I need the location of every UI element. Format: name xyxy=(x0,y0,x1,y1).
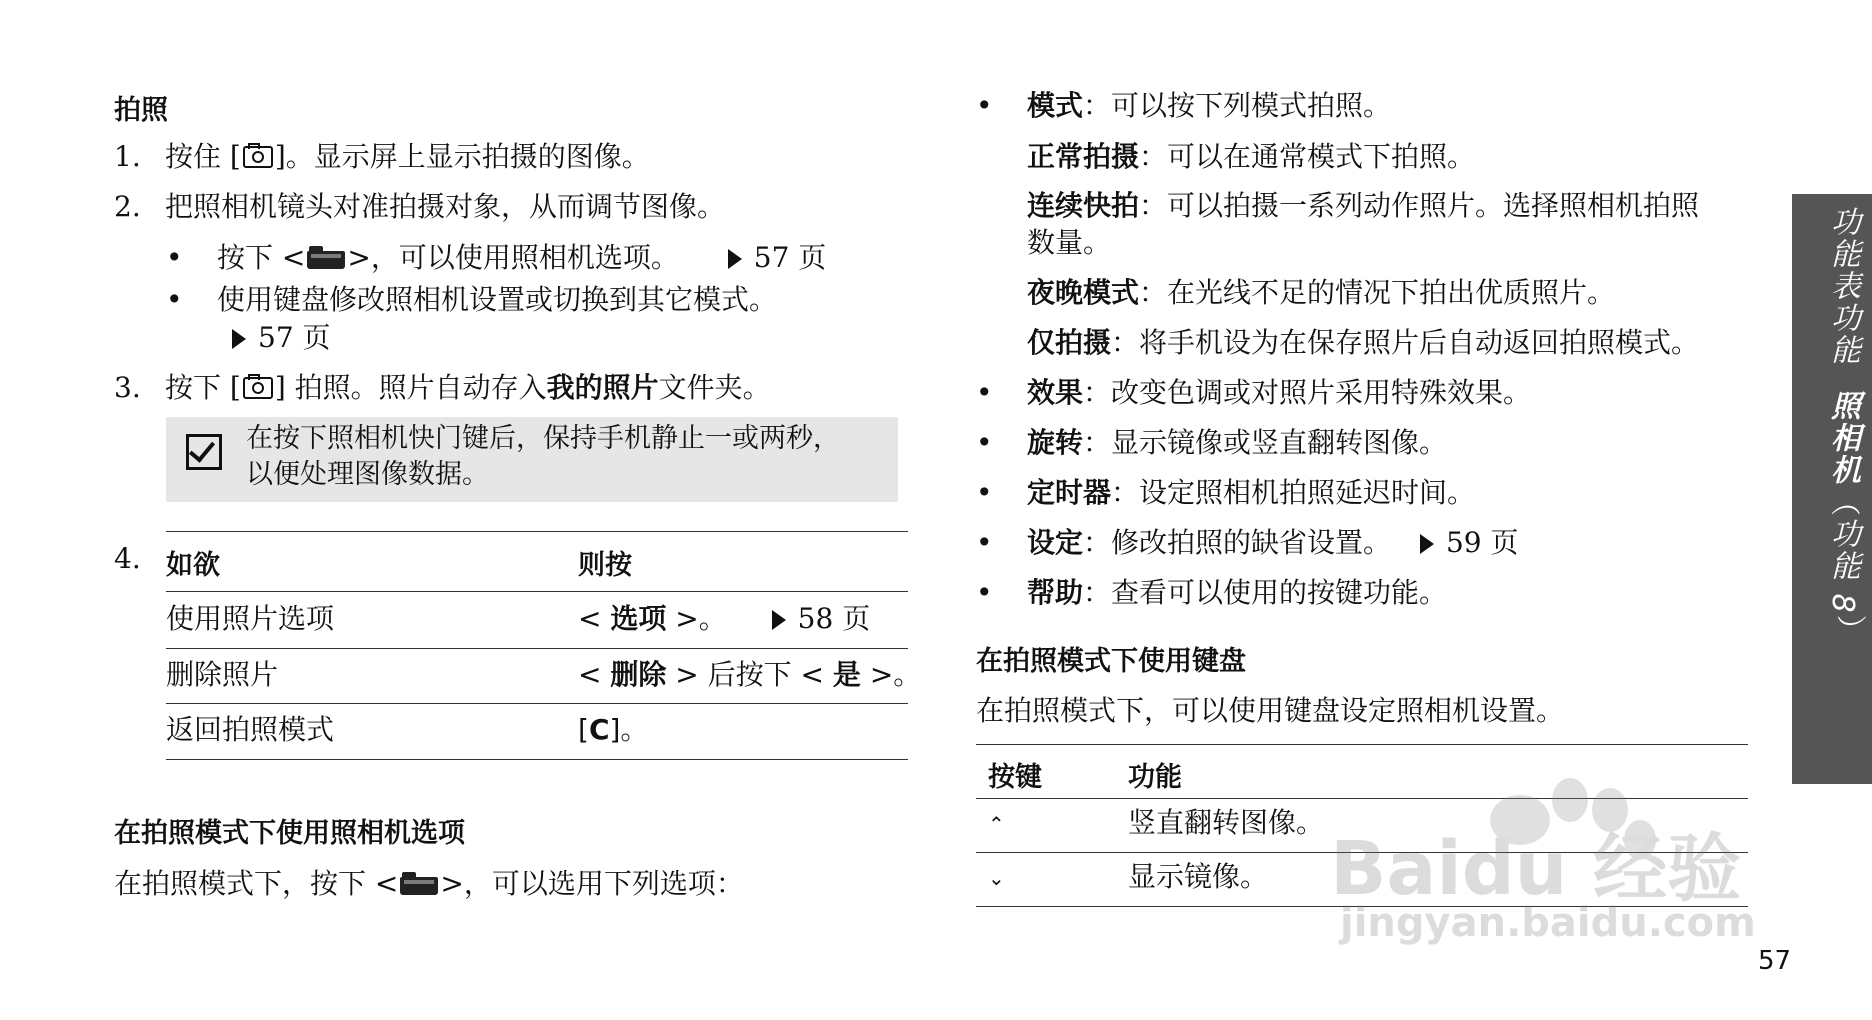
option-rotate: 旋转：显示镜像或竖直翻转图像。 xyxy=(1027,426,1448,459)
bullet-dot: • xyxy=(166,241,183,274)
step-number: 2. xyxy=(114,190,141,223)
table-cell-function: 竖直翻转图像。 xyxy=(1128,806,1325,839)
table-top-rule xyxy=(166,531,908,532)
bullet-1-text: 按下 < >，可以使用照相机选项。 57 页 xyxy=(217,241,827,274)
note-box xyxy=(166,417,898,502)
watermark-line-2: jingyan.baidu.com xyxy=(1340,900,1756,946)
submode-night: 夜晚模式：在光线不足的情况下拍出优质照片。 xyxy=(1027,276,1616,309)
step-2-text: 把照相机镜头对准拍摄对象，从而调节图像。 xyxy=(165,190,726,223)
bullet-dot: • xyxy=(976,376,993,409)
table-header-key: 则按 xyxy=(578,550,632,581)
down-key-icon: ⌄ xyxy=(988,866,1005,890)
bullet-dot: • xyxy=(976,576,993,609)
step-number: 4. xyxy=(114,542,141,575)
note-line-2: 以便处理图像数据。 xyxy=(246,459,489,490)
table-top-rule xyxy=(976,744,1748,745)
option-mode: 模式：可以按下列模式拍照。 xyxy=(1027,89,1392,122)
page-ref-arrow-icon xyxy=(728,249,742,269)
bullet-dot: • xyxy=(976,89,993,122)
section-title-camera-options: 在拍照模式下使用照相机选项 xyxy=(114,818,465,849)
bullet-dot: • xyxy=(976,526,993,559)
table-cell-action: 使用照片选项 xyxy=(166,602,335,635)
table-header-action: 如欲 xyxy=(166,550,220,581)
bullet-2-ref xyxy=(232,320,331,356)
page-ref: 59 页 xyxy=(1445,526,1519,559)
bullet-2-text: 使用键盘修改照相机设置或切换到其它模式。 xyxy=(217,283,778,316)
page-ref-arrow-icon xyxy=(1420,534,1434,554)
page-ref-arrow-icon xyxy=(232,329,246,349)
table-cell-function: 显示镜像。 xyxy=(1128,860,1269,893)
folder-key-icon xyxy=(400,877,438,895)
camera-key-icon xyxy=(243,377,273,399)
table-rule xyxy=(166,591,908,592)
table-header-key: 按键 xyxy=(988,762,1042,793)
section-keypad-text: 在拍照模式下，可以使用键盘设定照相机设置。 xyxy=(976,694,1565,727)
baidu-watermark xyxy=(1330,770,1780,960)
folder-key-icon xyxy=(307,251,345,269)
page-ref: 58 页 xyxy=(797,602,871,635)
bullet-dot: • xyxy=(166,283,183,316)
section-2-text: 在拍照模式下，按下 < >，可以选用下列选项： xyxy=(114,867,744,900)
up-key-icon: ⌃ xyxy=(988,812,1005,836)
page-number: 57 xyxy=(1758,946,1792,976)
table-cell-key: [C]。 xyxy=(578,713,649,746)
table-cell-key: < 选项 >。 58 页 xyxy=(578,602,871,635)
chapter-side-tab-text: 功能表功能照相机（功能 8） xyxy=(1825,206,1860,647)
submode-burst-line-2: 数量。 xyxy=(1027,226,1112,259)
page-ref-arrow-icon xyxy=(772,610,786,630)
step-number: 1. xyxy=(114,140,141,173)
table-header-function: 功能 xyxy=(1128,762,1182,793)
bullet-dot: • xyxy=(976,426,993,459)
camera-key-icon xyxy=(243,146,273,168)
table-cell-key: < 删除 > 后按下 < 是 >。 xyxy=(578,658,922,691)
bullet-dot: • xyxy=(976,476,993,509)
option-settings: 设定：修改拍照的缺省设置。 59 页 xyxy=(1027,526,1519,559)
option-help: 帮助：查看可以使用的按键功能。 xyxy=(1027,576,1448,609)
option-timer: 定时器：设定照相机拍照延迟时间。 xyxy=(1027,476,1476,509)
watermark-line-1: Baidu 经验 xyxy=(1330,826,1742,912)
option-effects: 效果：改变色调或对照片采用特殊效果。 xyxy=(1027,376,1532,409)
step-number: 3. xyxy=(114,371,141,404)
table-cell-action: 删除照片 xyxy=(166,658,279,691)
page-ref: 57 页 xyxy=(753,241,827,274)
submode-normal: 正常拍摄：可以在通常模式下拍照。 xyxy=(1027,140,1476,173)
table-rule xyxy=(166,703,908,704)
submode-capture-only: 仅拍摄：将手机设为在保存照片后自动返回拍照模式。 xyxy=(1027,326,1700,359)
note-line-1: 在按下照相机快门键后，保持手机静止一或两秒， xyxy=(246,423,840,454)
section-title-keypad: 在拍照模式下使用键盘 xyxy=(976,646,1246,677)
page-ref: 57 页 xyxy=(258,321,331,354)
section-title-photo: 拍照 xyxy=(114,95,168,126)
table-rule xyxy=(166,648,908,649)
table-bottom-rule xyxy=(166,759,908,760)
step-1-text: 按住 [ ]。显示屏上显示拍摄的图像。 xyxy=(165,140,650,173)
checkbox-note-icon xyxy=(186,434,222,470)
step-1 xyxy=(114,139,141,175)
table-cell-action: 返回拍照模式 xyxy=(166,713,335,746)
step-3-text: 按下 [ ] 拍照。照片自动存入我的照片文件夹。 xyxy=(165,371,771,404)
submode-burst: 连续快拍：可以拍摄一系列动作照片。选择照相机拍照 xyxy=(1027,189,1700,222)
